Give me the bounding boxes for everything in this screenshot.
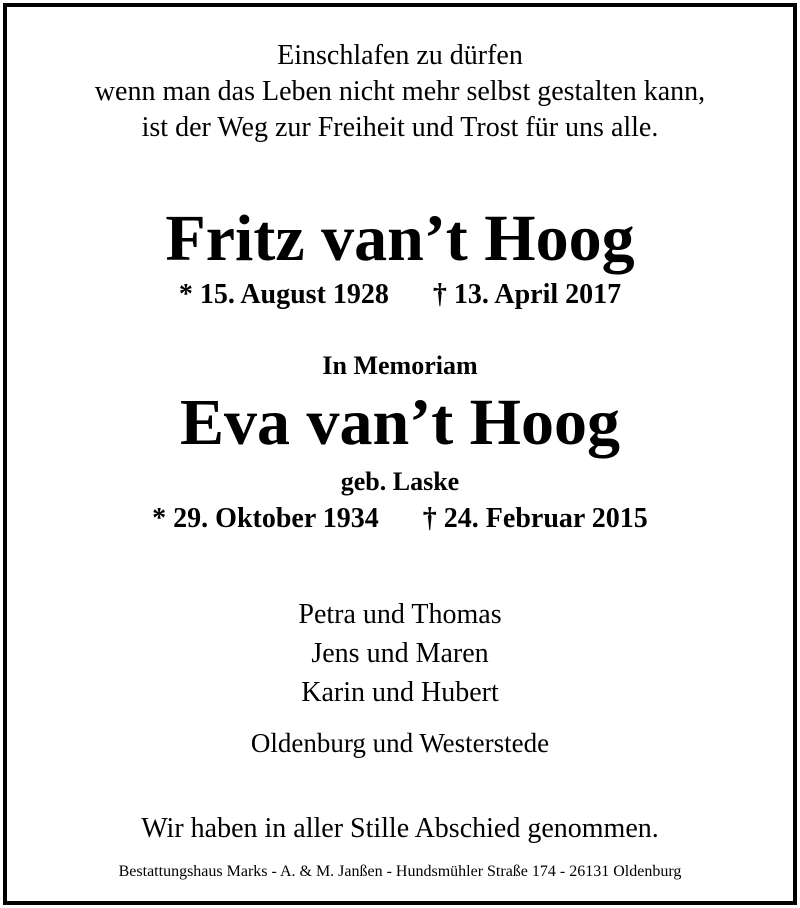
- deceased-1-name: Fritz van’t Hoog: [165, 202, 635, 275]
- deceased-2-dates: [0, 502, 800, 536]
- poem-line-3: ist der Weg zur Freiheit und Trost für uns alle.: [141, 112, 659, 143]
- family-line-1: Petra und Thomas: [298, 599, 502, 630]
- family-place: Oldenburg und Westerstede: [250, 728, 550, 758]
- deceased-2-name: Eva van’t Hoog: [179, 386, 621, 459]
- poem-line-2: wenn man das Leben nicht mehr selbst gestalten kann,: [94, 76, 706, 107]
- in-memoriam-label: In Memoriam: [322, 351, 478, 380]
- deceased-1-death-date: † 13. April 2017: [432, 279, 622, 310]
- deceased-1-dates: [0, 278, 800, 312]
- deceased-2-birth-name: geb. Laske: [340, 467, 460, 496]
- closing-statement: Wir haben in aller Stille Abschied genommen.: [141, 813, 659, 844]
- funeral-home-footer: Bestattungshaus Marks - A. & M. Janßen - Hundsmühler Straße 174 - 26131 Oldenburg: [118, 863, 682, 880]
- family-line-3: Karin und Hubert: [301, 677, 499, 708]
- family-line-2: Jens und Maren: [311, 638, 489, 669]
- deceased-2-birth-date: * 29. Oktober 1934: [152, 503, 379, 534]
- poem-line-1: Einschlafen zu dürfen: [277, 40, 523, 71]
- deceased-2-death-date: † 24. Februar 2015: [422, 503, 648, 534]
- deceased-1-birth-date: * 15. August 1928: [178, 279, 389, 310]
